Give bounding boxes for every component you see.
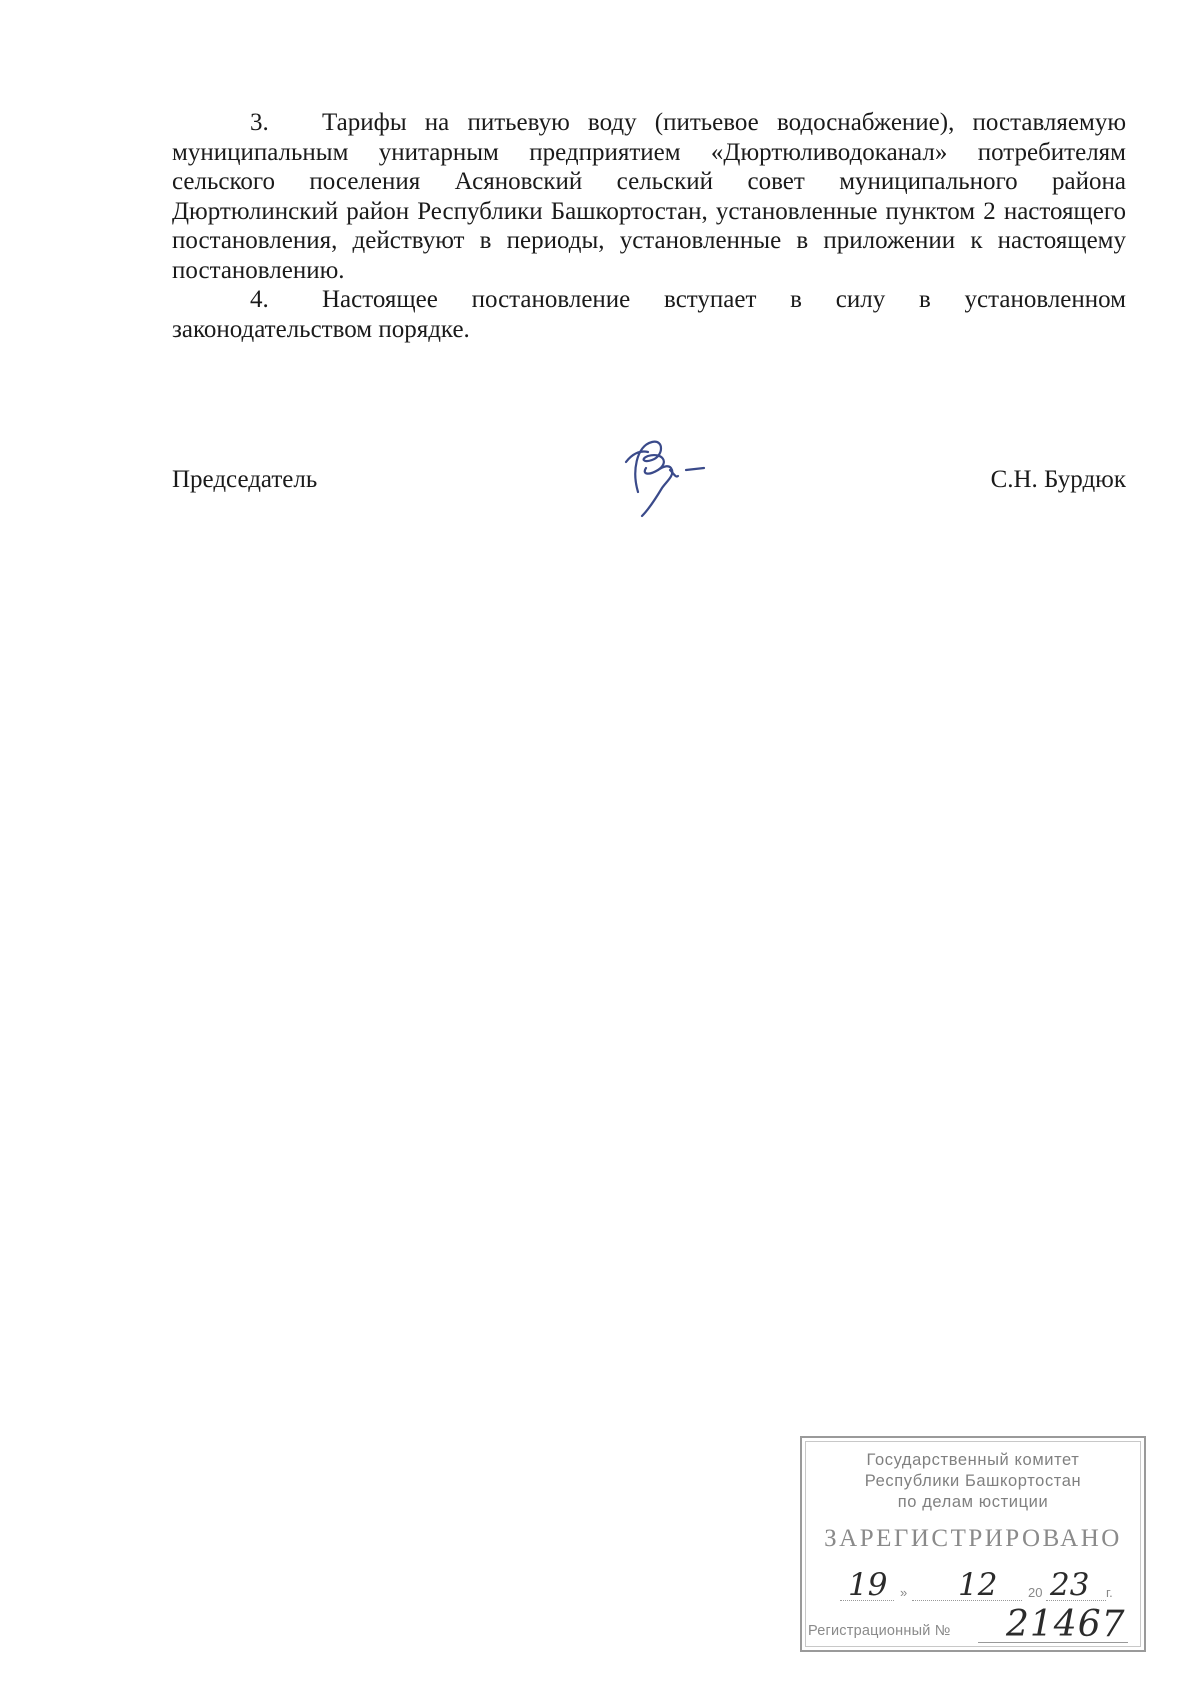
stamp-registered-label: ЗАРЕГИСТРИРОВАНО xyxy=(824,1525,1122,1552)
stamp-year-suffix: г. xyxy=(1106,1585,1113,1600)
stamp-year: 23 xyxy=(1050,1567,1090,1603)
registration-stamp xyxy=(800,1436,1146,1652)
date-separator: » xyxy=(900,1585,908,1600)
paragraph-number: 4. xyxy=(250,286,269,313)
handwritten-signature xyxy=(618,432,708,518)
paragraph-4 xyxy=(172,285,1126,344)
stamp-org-line: по делам юстиции xyxy=(897,1493,1049,1511)
stamp-registration-number xyxy=(808,1606,1138,1646)
stamp-month: 12 xyxy=(958,1567,998,1603)
stamp-century: 20 xyxy=(1028,1585,1043,1600)
stamp-organization xyxy=(802,1450,1144,1513)
paragraph-text: Тарифы на питьевую воду (питьевое водоснабжение), поставляемую муниципальным унитарным предприятием «Дюртюливодоканал» потребителям сельского поселения Асяновский сельский совет муниципального района Дюртюлинский район Республики Башкортостан, установленные пунктом 2 настоящего постановления, действуют в периоды, установленные в приложении к настоящему постановлению. xyxy=(172,109,1126,284)
reg-number-label: Регистрационный № xyxy=(808,1623,951,1639)
signature-block xyxy=(172,466,1126,526)
signatory-title: Председатель xyxy=(172,466,318,493)
paragraph-3 xyxy=(172,108,1126,285)
stamp-org-line: Государственный комитет xyxy=(866,1451,1080,1469)
reg-number-value: 21467 xyxy=(1006,1604,1126,1645)
body-text xyxy=(172,108,1126,344)
paragraph-number: 3. xyxy=(250,109,269,136)
paragraph-text: Настоящее постановление вступает в силу в установленном законодательством порядке. xyxy=(172,286,1126,343)
signatory-name: С.Н. Бурдюк xyxy=(990,466,1126,493)
stamp-day: 19 xyxy=(848,1567,888,1603)
stamp-date xyxy=(830,1563,1130,1603)
stamp-org-line: Республики Башкортостан xyxy=(864,1472,1082,1490)
